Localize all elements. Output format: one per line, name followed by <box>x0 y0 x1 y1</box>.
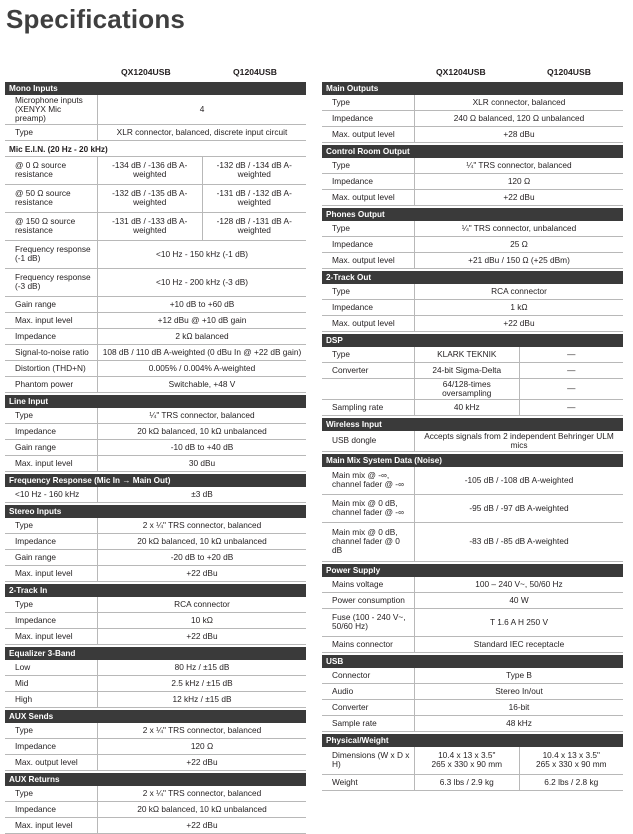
spec-label: Type <box>15 598 33 609</box>
spec-row <box>5 95 306 125</box>
spec-label: Gain range <box>15 441 57 452</box>
column-header-q1204usb: Q1204USB <box>547 67 591 77</box>
spec-label: Impedance <box>332 176 374 187</box>
spec-table-right <box>322 66 623 791</box>
spec-row <box>5 269 306 297</box>
section-header: 2-Track Out <box>322 270 623 284</box>
spec-row <box>5 456 306 472</box>
spec-row <box>322 593 623 609</box>
spec-value: — <box>519 347 624 362</box>
spec-value: 48 kHz <box>414 716 623 731</box>
spec-label: Converter <box>332 365 369 376</box>
spec-label: Fuse (100 - 240 V~, 50/60 Hz) <box>332 612 406 632</box>
spec-value: 16-bit <box>414 700 623 715</box>
spec-row <box>322 747 623 775</box>
spec-label: Max. input level <box>15 819 73 830</box>
section-header: Wireless Input <box>322 417 623 431</box>
spec-label: Power consumption <box>332 594 405 605</box>
spec-value: 120 Ω <box>414 174 623 189</box>
spec-value: 6.2 lbs / 2.8 kg <box>519 775 624 790</box>
spec-value: 20 kΩ balanced, 10 kΩ unbalanced <box>97 424 306 439</box>
spec-value: +22 dBu <box>97 566 306 581</box>
spec-value: -10 dB to +40 dB <box>97 440 306 455</box>
spec-value: -20 dB to +20 dB <box>97 550 306 565</box>
spec-row <box>322 347 623 363</box>
spec-row <box>5 676 306 692</box>
spec-label: Mid <box>15 677 29 688</box>
spec-value: Type B <box>414 668 623 683</box>
spec-row <box>322 775 623 791</box>
section-header: Equalizer 3-Band <box>5 646 306 660</box>
spec-label: <10 Hz - 160 kHz <box>15 488 80 499</box>
spec-label: Max. output level <box>332 129 395 140</box>
spec-row <box>5 550 306 566</box>
spec-value: 120 Ω <box>97 739 306 754</box>
spec-value: 240 Ω balanced, 120 Ω unbalanced <box>414 111 623 126</box>
spec-value: 40 kHz <box>414 400 519 415</box>
spec-row <box>322 379 623 400</box>
spec-value: 20 kΩ balanced, 10 kΩ unbalanced <box>97 802 306 817</box>
spec-row <box>322 111 623 127</box>
spec-label: Impedance <box>332 113 374 124</box>
spec-label: Gain range <box>15 298 57 309</box>
spec-row <box>5 518 306 534</box>
spec-value: -105 dB / -108 dB A-weighted <box>414 467 623 494</box>
spec-value: +22 dBu <box>414 316 623 331</box>
spec-label: Low <box>15 661 31 672</box>
spec-label: Max. output level <box>15 756 78 767</box>
spec-value: ¼" TRS connector, unbalanced <box>414 221 623 236</box>
spec-value: 24-bit Sigma-Delta <box>414 363 519 378</box>
spec-row <box>5 723 306 739</box>
spec-label: Type <box>15 787 33 798</box>
spec-value: <10 Hz - 150 kHz (-1 dB) <box>97 241 306 268</box>
spec-value: 64/128-times oversampling <box>414 379 519 399</box>
spec-row <box>5 487 306 503</box>
section-header: Line Input <box>5 394 306 408</box>
spec-value: 10.4 x 13 x 3.5" 265 x 330 x 90 mm <box>414 747 519 774</box>
spec-row <box>5 345 306 361</box>
spec-row <box>5 213 306 241</box>
spec-row <box>5 802 306 818</box>
spec-label: Converter <box>332 701 369 712</box>
spec-label: Connector <box>332 669 371 680</box>
spec-row <box>5 440 306 456</box>
section-header: Stereo Inputs <box>5 504 306 518</box>
spec-value: 12 kHz / ±15 dB <box>97 692 306 707</box>
spec-value: +22 dBu <box>97 629 306 644</box>
section-header: Frequency Response (Mic In → Main Out) <box>5 473 306 487</box>
spec-value: KLARK TEKNIK <box>414 347 519 362</box>
column-headers <box>5 66 306 80</box>
spec-value: RCA connector <box>97 597 306 612</box>
spec-row <box>322 221 623 237</box>
spec-row <box>322 609 623 637</box>
spec-label: @ 50 Ω source resistance <box>15 188 71 208</box>
spec-label: Dimensions (W x D x H) <box>332 750 410 770</box>
spec-value: <10 Hz - 200 kHz (-3 dB) <box>97 269 306 296</box>
spec-row <box>322 284 623 300</box>
spec-row <box>322 700 623 716</box>
spec-value: ¼" TRS connector, balanced <box>414 158 623 173</box>
section-header: Physical/Weight <box>322 733 623 747</box>
spec-value: 80 Hz / ±15 dB <box>97 660 306 675</box>
spec-value: +10 dB to +60 dB <box>97 297 306 312</box>
spec-label: Max. input level <box>15 457 73 468</box>
spec-label: Gain range <box>15 551 57 562</box>
spec-label: Max. input level <box>15 314 73 325</box>
section-header: 2-Track In <box>5 583 306 597</box>
spec-row <box>5 660 306 676</box>
spec-row <box>322 684 623 700</box>
spec-value: 4 <box>97 95 306 124</box>
spec-row <box>322 127 623 143</box>
spec-label: Impedance <box>15 425 57 436</box>
spec-label: Impedance <box>332 302 374 313</box>
spec-row <box>5 566 306 582</box>
spec-value: — <box>519 379 624 399</box>
spec-value: 100 – 240 V~, 50/60 Hz <box>414 577 623 592</box>
spec-label: Max. input level <box>15 567 73 578</box>
spec-label: Frequency response (-1 dB) <box>15 244 91 264</box>
spec-value: -128 dB / -131 dB A-weighted <box>202 213 307 240</box>
spec-value: 20 kΩ balanced, 10 kΩ unbalanced <box>97 534 306 549</box>
spec-value: 25 Ω <box>414 237 623 252</box>
spec-label: @ 0 Ω source resistance <box>15 160 67 180</box>
spec-row <box>322 716 623 732</box>
spec-row <box>322 158 623 174</box>
spec-label: Impedance <box>15 614 57 625</box>
spec-row <box>322 363 623 379</box>
spec-value: -95 dB / -97 dB A-weighted <box>414 495 623 522</box>
section-header: Phones Output <box>322 207 623 221</box>
spec-label: Signal-to-noise ratio <box>15 346 89 357</box>
spec-row <box>322 523 623 562</box>
spec-label: High <box>15 693 33 704</box>
section-header: Power Supply <box>322 563 623 577</box>
spec-value: — <box>519 400 624 415</box>
spec-row <box>322 190 623 206</box>
column-header-qx1204usb: QX1204USB <box>121 67 171 77</box>
spec-value: 108 dB / 110 dB A-weighted (0 dBu In @ +22 dB gain) <box>97 345 306 360</box>
spec-value: -131 dB / -132 dB A-weighted <box>202 185 307 212</box>
spec-row <box>322 174 623 190</box>
spec-value: Stereo In/out <box>414 684 623 699</box>
spec-label: Weight <box>332 776 358 787</box>
spec-row <box>5 786 306 802</box>
spec-label: Max. output level <box>332 318 395 329</box>
spec-value: 1 kΩ <box>414 300 623 315</box>
spec-value: -132 dB / -135 dB A-weighted <box>97 185 202 212</box>
spec-row <box>322 300 623 316</box>
spec-value: 2 x ¼" TRS connector, balanced <box>97 723 306 738</box>
spec-row <box>5 329 306 345</box>
page-title: Specifications <box>6 4 186 34</box>
spec-label: Type <box>332 223 350 234</box>
spec-label: Impedance <box>15 803 57 814</box>
spec-row <box>5 241 306 269</box>
spec-row <box>322 668 623 684</box>
spec-label: Mains connector <box>332 638 393 649</box>
spec-label: USB dongle <box>332 435 377 446</box>
spec-label: Impedance <box>15 535 57 546</box>
section-header: AUX Returns <box>5 772 306 786</box>
spec-row <box>5 361 306 377</box>
spec-label: Type <box>332 286 350 297</box>
spec-row <box>5 613 306 629</box>
spec-row <box>5 125 306 141</box>
spec-row <box>322 253 623 269</box>
spec-row <box>5 185 306 213</box>
spec-label: Impedance <box>15 740 57 751</box>
spec-label: Type <box>15 126 33 137</box>
spec-row <box>5 818 306 834</box>
section-header: AUX Sends <box>5 709 306 723</box>
spec-value: Switchable, +48 V <box>97 377 306 392</box>
spec-value: Standard IEC receptacle <box>414 637 623 652</box>
spec-value: -83 dB / -85 dB A-weighted <box>414 523 623 561</box>
spec-row <box>5 755 306 771</box>
spec-label: Main mix @ 0 dB, channel fader @ 0 dB <box>332 527 400 556</box>
spec-label: Audio <box>332 685 354 696</box>
spec-value: 2 x ¼" TRS connector, balanced <box>97 518 306 533</box>
spec-value: ±3 dB <box>97 487 306 502</box>
spec-label: Type <box>15 409 33 420</box>
spec-label: Main mix @ -∞, channel fader @ -∞ <box>332 470 404 490</box>
spec-value: — <box>519 363 624 378</box>
section-header: Main Mix System Data (Noise) <box>322 453 623 467</box>
spec-row <box>5 408 306 424</box>
spec-label: Max. output level <box>332 255 395 266</box>
spec-label: Max. output level <box>332 192 395 203</box>
spec-label: Frequency response (-3 dB) <box>15 272 91 292</box>
spec-row <box>5 739 306 755</box>
spec-label: Type <box>15 724 33 735</box>
spec-value: -134 dB / -136 dB A-weighted <box>97 157 202 184</box>
spec-row <box>322 637 623 653</box>
spec-label: Mains voltage <box>332 578 384 589</box>
spec-label: Main mix @ 0 dB, channel fader @ -∞ <box>332 498 404 518</box>
spec-label: Microphone inputs (XENYX Mic preamp) <box>15 95 83 123</box>
spec-value: -132 dB / -134 dB A-weighted <box>202 157 307 184</box>
spec-label: Phantom power <box>15 378 74 389</box>
spec-label: Type <box>332 97 350 108</box>
spec-row <box>5 692 306 708</box>
spec-value: 30 dBu <box>97 456 306 471</box>
spec-row <box>5 424 306 440</box>
spec-value: +22 dBu <box>97 818 306 833</box>
section-header: Mic E.I.N. (20 Hz - 20 kHz) <box>5 142 306 157</box>
spec-label: Impedance <box>15 330 57 341</box>
spec-label: Impedance <box>332 239 374 250</box>
spec-value: Accepts signals from 2 independent Behringer ULM mics <box>414 431 623 451</box>
spec-value: 0.005% / 0.004% A-weighted <box>97 361 306 376</box>
spec-row <box>322 237 623 253</box>
spec-row <box>322 495 623 523</box>
spec-value: ¼" TRS connector, balanced <box>97 408 306 423</box>
spec-value: 2 x ¼" TRS connector, balanced <box>97 786 306 801</box>
spec-value: T 1.6 A H 250 V <box>414 609 623 636</box>
spec-value: 6.3 lbs / 2.9 kg <box>414 775 519 790</box>
spec-row <box>5 534 306 550</box>
spec-value: +28 dBu <box>414 127 623 142</box>
spec-row <box>322 316 623 332</box>
spec-label: Type <box>332 160 350 171</box>
spec-value: +12 dBu @ +10 dB gain <box>97 313 306 328</box>
column-header-qx1204usb: QX1204USB <box>436 67 486 77</box>
spec-row <box>5 157 306 185</box>
spec-row <box>322 400 623 416</box>
spec-value: 2.5 kHz / ±15 dB <box>97 676 306 691</box>
spec-row <box>322 577 623 593</box>
spec-value: XLR connector, balanced, discrete input circuit <box>97 125 306 140</box>
spec-value: +22 dBu <box>414 190 623 205</box>
spec-row <box>322 467 623 495</box>
spec-row <box>5 629 306 645</box>
spec-label: Type <box>332 349 350 360</box>
section-header: Control Room Output <box>322 144 623 158</box>
spec-label: Sample rate <box>332 717 377 728</box>
spec-value: -131 dB / -133 dB A-weighted <box>97 213 202 240</box>
section-header: DSP <box>322 333 623 347</box>
spec-label: Distortion (THD+N) <box>15 362 86 373</box>
spec-value: 40 W <box>414 593 623 608</box>
spec-table-left <box>5 66 306 834</box>
spec-value: +22 dBu <box>97 755 306 770</box>
spec-value: 2 kΩ balanced <box>97 329 306 344</box>
spec-row <box>5 377 306 393</box>
spec-value: 10.4 x 13 x 3.5" 265 x 330 x 90 mm <box>519 747 624 774</box>
spec-label: Max. input level <box>15 630 73 641</box>
column-headers <box>322 66 623 80</box>
spec-row <box>322 95 623 111</box>
spec-label: Type <box>15 519 33 530</box>
spec-value: +21 dBu / 150 Ω (+25 dBm) <box>414 253 623 268</box>
spec-row <box>322 431 623 452</box>
column-header-q1204usb: Q1204USB <box>233 67 277 77</box>
spec-row <box>5 597 306 613</box>
spec-label <box>322 388 414 390</box>
section-header: Mono Inputs <box>5 81 306 95</box>
spec-value: XLR connector, balanced <box>414 95 623 110</box>
spec-row <box>5 297 306 313</box>
section-header: USB <box>322 654 623 668</box>
spec-label: Sampling rate <box>332 401 384 412</box>
section-header: Main Outputs <box>322 81 623 95</box>
spec-label: @ 150 Ω source resistance <box>15 216 76 236</box>
spec-value: 10 kΩ <box>97 613 306 628</box>
spec-value: RCA connector <box>414 284 623 299</box>
spec-row <box>5 313 306 329</box>
